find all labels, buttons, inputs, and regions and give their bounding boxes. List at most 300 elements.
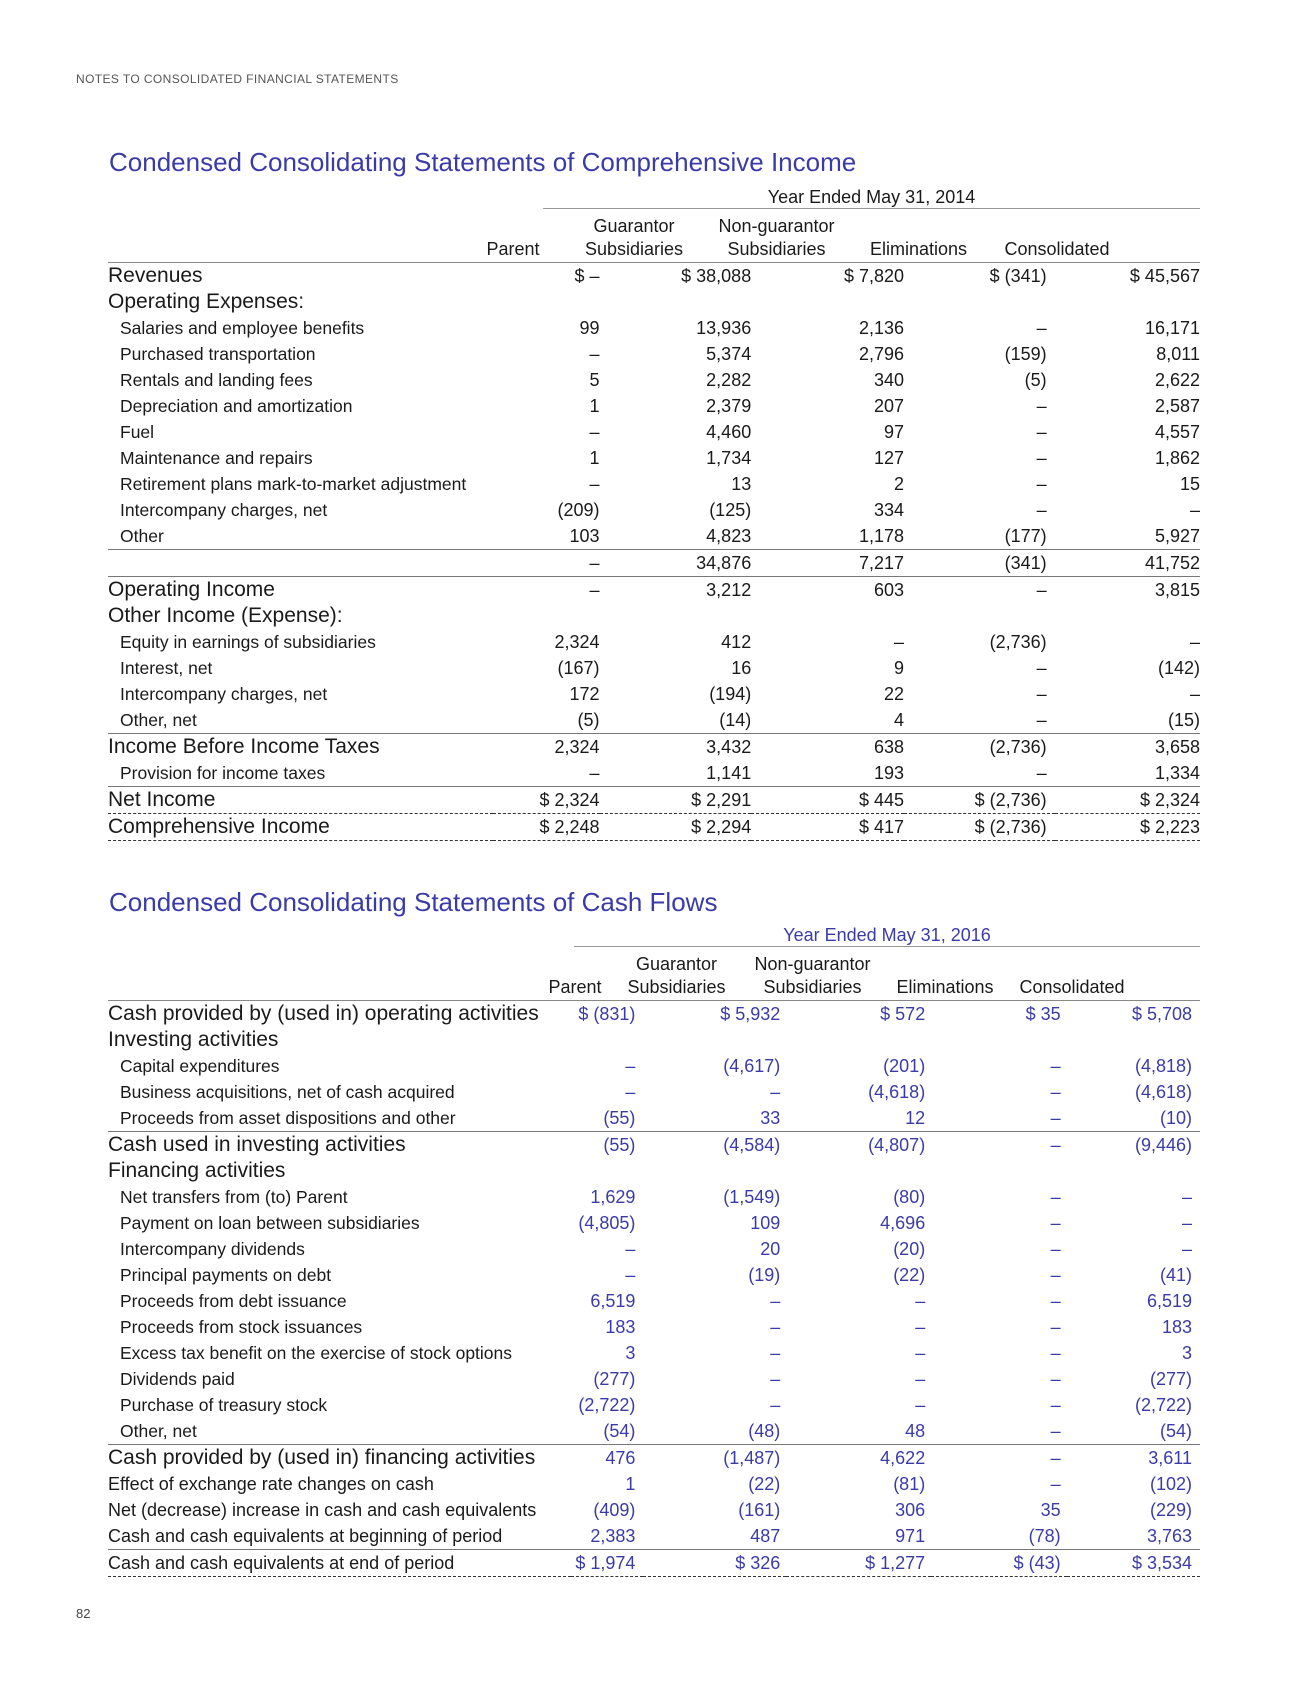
- row-label: Operating Income: [108, 577, 493, 604]
- column-header-line2: Subsidiaries: [727, 239, 826, 259]
- cell-value: (142): [1157, 657, 1200, 678]
- cell-value: 41,752: [1055, 550, 1200, 577]
- column-header: [1004, 953, 1140, 1001]
- column-header-line1: [1004, 953, 1140, 976]
- cell-value: (55): [571, 1132, 643, 1159]
- row-label: Business acquisitions, net of cash acquired: [120, 1081, 455, 1102]
- page-number: 82: [76, 1606, 91, 1621]
- cell-value: $ 2,294: [600, 814, 752, 841]
- cell-value: 1,141: [706, 762, 752, 783]
- running-header: NOTES TO CONSOLIDATED FINANCIAL STATEMENTS: [76, 72, 399, 86]
- table-row: [108, 760, 1200, 787]
- table-row: [108, 1262, 1200, 1288]
- cell-value: –: [589, 421, 600, 442]
- row-label: Effect of exchange rate changes on cash: [108, 1473, 434, 1494]
- cell-value: –: [625, 1081, 636, 1102]
- cell-value: 33: [760, 1107, 781, 1128]
- cell-value: –: [893, 631, 904, 652]
- cell-value: (80): [893, 1186, 926, 1207]
- cell-value: –: [1036, 447, 1047, 468]
- cell-value: –: [1036, 657, 1047, 678]
- row-label: Other Income (Expense):: [108, 604, 343, 627]
- column-header: [984, 215, 1130, 263]
- cell-value: (277): [1149, 1368, 1192, 1389]
- cell-value: (4,618): [868, 1081, 926, 1102]
- cell-value: 6,519: [1146, 1290, 1192, 1311]
- cell-value: 1,178: [858, 525, 904, 546]
- cell-value: $ 417: [751, 814, 904, 841]
- table-row: [108, 1550, 1200, 1577]
- cell-value: –: [493, 550, 600, 577]
- cell-value: –: [915, 1290, 926, 1311]
- table-row: [108, 1392, 1200, 1418]
- row-label: Rentals and landing fees: [120, 369, 313, 390]
- cell-value: 34,876: [600, 550, 752, 577]
- cell-value: (341): [904, 550, 1055, 577]
- cell-value: (2,736): [904, 734, 1055, 761]
- row-label: Comprehensive Income: [108, 814, 493, 841]
- cash-flows-table: [108, 1001, 1200, 1577]
- row-label: Net Income: [108, 787, 493, 814]
- cell-value: [571, 1158, 643, 1184]
- cell-value: –: [589, 762, 600, 783]
- table-row: [108, 1079, 1200, 1105]
- cell-value: –: [1036, 683, 1047, 704]
- cell-value: (1,487): [643, 1445, 786, 1472]
- row-label: Retirement plans mark-to-market adjustment: [120, 473, 467, 494]
- column-header-line1: Non-guarantor: [754, 954, 871, 974]
- cell-value: –: [1036, 395, 1047, 416]
- cell-value: (409): [593, 1499, 636, 1520]
- cell-value: –: [931, 1445, 1066, 1472]
- cell-value: 971: [895, 1525, 926, 1546]
- cell-value: $ 445: [751, 787, 904, 814]
- cell-value: –: [1050, 1316, 1061, 1337]
- cell-value: 16: [731, 657, 752, 678]
- cell-value: 4: [893, 709, 904, 730]
- cell-value: 476: [571, 1445, 643, 1472]
- cell-value: $ 1,277: [786, 1550, 931, 1577]
- cell-value: 1,334: [1154, 762, 1200, 783]
- cell-value: (54): [603, 1420, 636, 1441]
- cell-value: [786, 1027, 931, 1053]
- cell-value: [931, 1158, 1066, 1184]
- row-label: Intercompany charges, net: [120, 499, 328, 520]
- cell-value: 2,324: [554, 631, 600, 652]
- table-row: [108, 814, 1200, 841]
- cell-value: 603: [751, 577, 904, 604]
- cell-value: –: [1050, 1055, 1061, 1076]
- cell-value: $ 35: [1025, 1003, 1061, 1024]
- cell-value: –: [1189, 631, 1200, 652]
- cell-value: 183: [1161, 1316, 1192, 1337]
- cell-value: 4,823: [706, 525, 752, 546]
- column-header: [558, 215, 710, 263]
- row-label: [108, 550, 493, 577]
- table-row: [108, 1001, 1200, 1027]
- cell-value: –: [1181, 1212, 1192, 1233]
- cell-value: (4,617): [723, 1055, 781, 1076]
- table-row: [108, 393, 1200, 419]
- cell-value: 1,734: [706, 447, 752, 468]
- cell-value: (102): [1149, 1473, 1192, 1494]
- cell-value: 4,460: [706, 421, 752, 442]
- column-header-line1: [984, 215, 1130, 238]
- row-label: Cash and cash equivalents at end of period: [108, 1550, 571, 1577]
- column-header-line1: [458, 215, 568, 238]
- cell-value: 5,927: [1154, 525, 1200, 546]
- cell-value: $ 5,932: [720, 1003, 781, 1024]
- cell-value: –: [1050, 1290, 1061, 1311]
- row-label: Interest, net: [120, 657, 213, 678]
- cell-value: (209): [557, 499, 600, 520]
- cell-value: (4,818): [1134, 1055, 1192, 1076]
- cell-value: –: [1050, 1212, 1061, 1233]
- cell-value: $ (831): [578, 1003, 636, 1024]
- period-header: Year Ended May 31, 2014: [543, 187, 1200, 209]
- cell-value: 48: [905, 1420, 926, 1441]
- cell-value: (4,805): [578, 1212, 636, 1233]
- cell-value: 2,136: [858, 317, 904, 338]
- cell-value: 638: [751, 734, 904, 761]
- cell-value: (4,584): [643, 1132, 786, 1159]
- column-header-line2: Parent: [548, 977, 602, 997]
- row-label: Intercompany charges, net: [120, 683, 328, 704]
- table-row: [108, 1471, 1200, 1497]
- cell-value: $ 45,567: [1129, 265, 1200, 286]
- cell-value: [1067, 1027, 1200, 1053]
- cell-value: $ (2,736): [904, 787, 1055, 814]
- table-row: [108, 577, 1200, 604]
- cell-value: [643, 1027, 786, 1053]
- cell-value: –: [770, 1394, 781, 1415]
- cell-value: –: [1050, 1473, 1061, 1494]
- cell-value: –: [1036, 499, 1047, 520]
- cell-value: –: [1050, 1264, 1061, 1285]
- cell-value: 13,936: [696, 317, 752, 338]
- column-header: [536, 953, 614, 1001]
- table-row: [108, 1210, 1200, 1236]
- cell-value: 8,011: [1156, 343, 1200, 364]
- table-row: [108, 787, 1200, 814]
- cell-value: 1: [625, 1473, 636, 1494]
- cell-value: $ 2,223: [1055, 814, 1200, 841]
- cell-value: –: [770, 1316, 781, 1337]
- row-label: Cash provided by (used in) operating activities: [108, 1002, 539, 1025]
- row-label: Cash used in investing activities: [108, 1132, 571, 1159]
- cell-value: –: [915, 1316, 926, 1337]
- table-row: [108, 629, 1200, 655]
- cell-value: (48): [748, 1420, 781, 1441]
- table-row: [108, 707, 1200, 734]
- cell-value: –: [931, 1132, 1066, 1159]
- cell-value: [1055, 603, 1200, 629]
- cell-value: 3,212: [600, 577, 752, 604]
- cell-value: –: [770, 1081, 781, 1102]
- cell-value: 2: [893, 473, 904, 494]
- cell-value: $ 2,248: [493, 814, 600, 841]
- cell-value: 487: [750, 1525, 781, 1546]
- row-label: Equity in earnings of subsidiaries: [120, 631, 376, 652]
- cell-value: 183: [605, 1316, 636, 1337]
- cell-value: (194): [709, 683, 752, 704]
- cell-value: 20: [760, 1238, 781, 1259]
- cell-value: $ (341): [989, 265, 1047, 286]
- row-label: Purchase of treasury stock: [120, 1394, 328, 1415]
- row-label: Dividends paid: [120, 1368, 235, 1389]
- table-row: [108, 1445, 1200, 1472]
- column-header-line1: [536, 953, 614, 976]
- cell-value: (161): [738, 1499, 781, 1520]
- table-row: [108, 550, 1200, 577]
- row-label: Provision for income taxes: [120, 762, 326, 783]
- cell-value: [1067, 1158, 1200, 1184]
- table-row: [108, 471, 1200, 497]
- cell-value: (2,736): [989, 631, 1047, 652]
- cell-value: [931, 1027, 1066, 1053]
- cell-value: 103: [569, 525, 600, 546]
- cell-value: 22: [883, 683, 904, 704]
- cell-value: $ 1,974: [571, 1550, 643, 1577]
- cell-value: (55): [603, 1107, 636, 1128]
- cell-value: 4,696: [880, 1212, 926, 1233]
- column-header-line1: Non-guarantor: [718, 216, 835, 236]
- cell-value: (10): [1159, 1107, 1192, 1128]
- cell-value: –: [1036, 317, 1047, 338]
- table-row: [108, 523, 1200, 550]
- period-header: Year Ended May 31, 2016: [574, 925, 1200, 947]
- cell-value: –: [1036, 709, 1047, 730]
- cell-value: –: [915, 1342, 926, 1363]
- cell-value: [904, 289, 1055, 315]
- row-label: Investing activities: [108, 1028, 279, 1051]
- cell-value: 2,282: [706, 369, 752, 390]
- column-header-line2: Eliminations: [896, 977, 994, 997]
- column-header-line2: Subsidiaries: [584, 239, 684, 259]
- cell-value: (78): [1028, 1525, 1061, 1546]
- column-header: [458, 215, 568, 263]
- cell-value: (19): [748, 1264, 781, 1285]
- cell-value: (81): [893, 1473, 926, 1494]
- table-row: [108, 1288, 1200, 1314]
- cell-value: 3,815: [1055, 577, 1200, 604]
- cell-value: 2,383: [590, 1525, 636, 1546]
- statement1-title: Condensed Consolidating Statements of Comprehensive Income: [109, 147, 857, 177]
- cell-value: 1: [589, 447, 600, 468]
- row-label: Excess tax benefit on the exercise of stock options: [120, 1342, 513, 1363]
- cell-value: 99: [579, 317, 600, 338]
- cell-value: –: [1036, 421, 1047, 442]
- table-row: [108, 1314, 1200, 1340]
- column-header-line1: [876, 953, 1014, 976]
- row-label: Proceeds from debt issuance: [120, 1290, 347, 1311]
- cell-value: (167): [557, 657, 600, 678]
- column-header-line2: Subsidiaries: [763, 977, 862, 997]
- cell-value: 12: [905, 1107, 926, 1128]
- cell-value: (4,618): [1134, 1081, 1192, 1102]
- table-row: [108, 1132, 1200, 1159]
- table-row: [108, 1418, 1200, 1445]
- cell-value: –: [589, 473, 600, 494]
- cell-value: [493, 289, 600, 315]
- cell-value: –: [1036, 473, 1047, 494]
- row-label: Other: [120, 525, 164, 546]
- cell-value: 172: [569, 683, 600, 704]
- cell-value: (9,446): [1067, 1132, 1200, 1159]
- cell-value: $ 326: [643, 1550, 786, 1577]
- cell-value: $ (43): [931, 1550, 1066, 1577]
- cell-value: 1,862: [1154, 447, 1200, 468]
- column-header-line2: Consolidated: [1004, 239, 1110, 259]
- cell-value: [571, 1027, 643, 1053]
- cell-value: –: [1181, 1238, 1192, 1259]
- table-row: [108, 1053, 1200, 1079]
- cell-value: 3,611: [1067, 1445, 1200, 1472]
- cell-value: $ 38,088: [681, 265, 752, 286]
- cell-value: $ 2,324: [493, 787, 600, 814]
- cell-value: –: [1050, 1186, 1061, 1207]
- cell-value: –: [915, 1368, 926, 1389]
- cell-value: 5: [589, 369, 600, 390]
- cell-value: 7,217: [751, 550, 904, 577]
- cell-value: 2,324: [493, 734, 600, 761]
- row-label: Maintenance and repairs: [120, 447, 313, 468]
- cell-value: 4,622: [786, 1445, 931, 1472]
- cell-value: –: [625, 1264, 636, 1285]
- cell-value: [600, 289, 752, 315]
- table-row: [108, 367, 1200, 393]
- cell-value: 3: [1181, 1342, 1192, 1363]
- cell-value: [493, 603, 600, 629]
- row-label: Salaries and employee benefits: [120, 317, 365, 338]
- cell-value: 4,557: [1154, 421, 1200, 442]
- cell-value: (15): [1167, 709, 1200, 730]
- row-label: Net transfers from (to) Parent: [120, 1186, 348, 1207]
- cell-value: (22): [893, 1264, 926, 1285]
- cell-value: –: [1181, 1186, 1192, 1207]
- cell-value: (22): [748, 1473, 781, 1494]
- row-label: Depreciation and amortization: [120, 395, 353, 416]
- column-header-line1: Guarantor: [635, 954, 718, 974]
- cell-value: 2,622: [1154, 369, 1200, 390]
- cell-value: (14): [719, 709, 752, 730]
- cell-value: [1055, 289, 1200, 315]
- column-header-line1: Guarantor: [593, 216, 675, 236]
- cell-value: –: [915, 1394, 926, 1415]
- table-row: [108, 1184, 1200, 1210]
- cell-value: 207: [873, 395, 904, 416]
- cell-value: [786, 1158, 931, 1184]
- table-row: [108, 1105, 1200, 1132]
- cell-value: (1,549): [723, 1186, 781, 1207]
- column-header: [739, 953, 886, 1001]
- cell-value: 334: [873, 499, 904, 520]
- table-row: [108, 1366, 1200, 1392]
- cell-value: –: [1189, 683, 1200, 704]
- cell-value: [600, 603, 752, 629]
- row-label: Income Before Income Taxes: [108, 734, 493, 761]
- cell-value: 13: [731, 473, 752, 494]
- column-header: [700, 215, 853, 263]
- table-row: [108, 1523, 1200, 1550]
- cell-value: –: [770, 1368, 781, 1389]
- cell-value: (41): [1159, 1264, 1192, 1285]
- row-label: Capital expenditures: [120, 1055, 280, 1076]
- table-row: [108, 655, 1200, 681]
- cell-value: $ 3,534: [1067, 1550, 1200, 1577]
- cell-value: (2,722): [578, 1394, 636, 1415]
- table-row: [108, 497, 1200, 523]
- cell-value: 412: [721, 631, 752, 652]
- row-label: Revenues: [108, 264, 203, 287]
- cell-value: 127: [873, 447, 904, 468]
- cell-value: 97: [883, 421, 904, 442]
- cell-value: –: [1050, 1342, 1061, 1363]
- cell-value: $ 7,820: [843, 265, 904, 286]
- row-label: Other, net: [120, 1420, 197, 1441]
- column-header-line2: Eliminations: [869, 239, 968, 259]
- row-label: Fuel: [120, 421, 155, 442]
- table-row: [108, 681, 1200, 707]
- cell-value: 3,432: [600, 734, 752, 761]
- row-label: Principal payments on debt: [120, 1264, 332, 1285]
- row-label: Proceeds from asset dispositions and other: [120, 1107, 456, 1128]
- cell-value: 9: [893, 657, 904, 678]
- row-label: Cash and cash equivalents at beginning of period: [108, 1525, 503, 1546]
- cell-value: (277): [593, 1368, 636, 1389]
- cell-value: 3,658: [1055, 734, 1200, 761]
- cell-value: $ 2,324: [1055, 787, 1200, 814]
- cell-value: –: [1050, 1238, 1061, 1259]
- cell-value: –: [1036, 762, 1047, 783]
- cell-value: 6,519: [590, 1290, 636, 1311]
- cell-value: 193: [873, 762, 904, 783]
- row-label: Payment on loan between subsidiaries: [120, 1212, 420, 1233]
- table-row: [108, 1158, 1200, 1184]
- cell-value: $ 5,708: [1131, 1003, 1192, 1024]
- cell-value: 109: [750, 1212, 781, 1233]
- cell-value: (5): [1024, 369, 1047, 390]
- cell-value: –: [770, 1290, 781, 1311]
- table-row: [108, 603, 1200, 629]
- cell-value: –: [625, 1055, 636, 1076]
- column-header-line2: Consolidated: [1019, 977, 1125, 997]
- table-row: [108, 1236, 1200, 1262]
- cell-value: –: [1189, 499, 1200, 520]
- row-label: Purchased transportation: [120, 343, 316, 364]
- table-row: [108, 1027, 1200, 1053]
- row-label: Other, net: [120, 709, 197, 730]
- table-row: [108, 289, 1200, 315]
- column-header: [876, 953, 1014, 1001]
- cell-value: 16,171: [1144, 317, 1200, 338]
- cell-value: 2,379: [706, 395, 752, 416]
- column-header-line2: Subsidiaries: [627, 977, 726, 997]
- cell-value: 306: [895, 1499, 926, 1520]
- cell-value: –: [625, 1238, 636, 1259]
- cell-value: (229): [1149, 1499, 1192, 1520]
- cell-value: –: [1050, 1420, 1061, 1441]
- cell-value: $ –: [574, 265, 600, 286]
- cell-value: 15: [1179, 473, 1200, 494]
- cell-value: 2,796: [858, 343, 904, 364]
- statement2-title: Condensed Consolidating Statements of Cash Flows: [109, 887, 718, 917]
- cell-value: –: [1050, 1368, 1061, 1389]
- cell-value: –: [904, 577, 1055, 604]
- cell-value: 3,763: [1146, 1525, 1192, 1546]
- cell-value: [751, 603, 904, 629]
- cell-value: –: [589, 343, 600, 364]
